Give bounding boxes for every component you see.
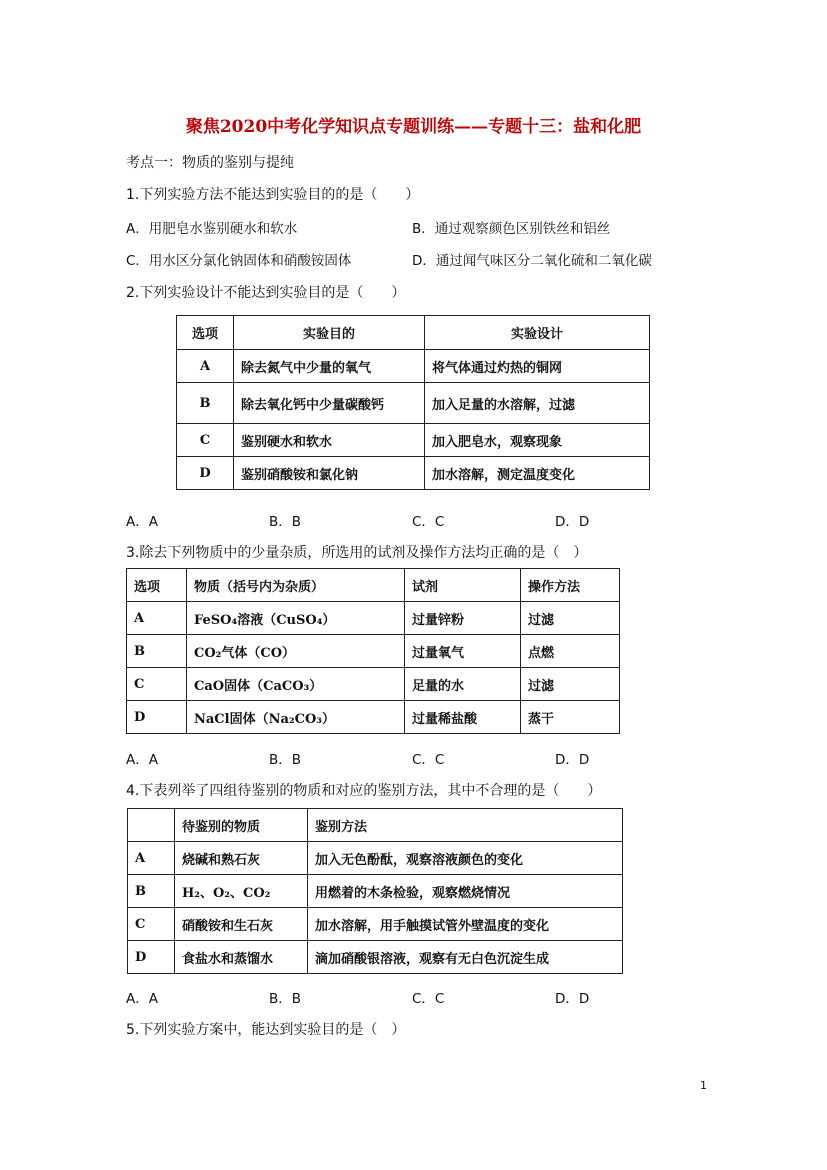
table-row: [128, 842, 623, 875]
q5-stem: 5.下列实验方案中，能达到实验目的是（ ）: [126, 1022, 406, 1038]
table-cell: 硝酸铵和生石灰: [175, 908, 308, 941]
q3-option-b: B．B: [269, 752, 302, 768]
q1-option-a: A．用肥皂水鉴别硬水和软水: [126, 221, 298, 237]
q3-option-d: D．D: [555, 752, 590, 768]
table-cell: C: [177, 424, 234, 457]
table-header-cell: [128, 809, 175, 842]
table-cell: 加入无色酚酞，观察溶液颜色的变化: [308, 842, 623, 875]
table-cell: 将气体通过灼热的铜网: [425, 350, 650, 383]
table-cell: D: [127, 701, 187, 734]
q1-stem: 1.下列实验方法不能达到实验目的的是（ ）: [126, 187, 420, 203]
q4-option-c: C．C: [412, 991, 445, 1007]
q2-option-c: C．C: [412, 514, 445, 530]
table-cell: FeSO₄溶液（CuSO₄）: [187, 602, 405, 635]
table-cell: B: [128, 875, 175, 908]
q2-option-a: A．A: [126, 514, 158, 530]
table-cell: C: [127, 668, 187, 701]
table-header-cell: 物质（括号内为杂质）: [187, 569, 405, 602]
table-cell: D: [177, 457, 234, 490]
table-header-cell: 鉴别方法: [308, 809, 623, 842]
page-title: 聚焦2020中考化学知识点专题训练——专题十三：盐和化肥: [185, 117, 642, 137]
table-cell: A: [127, 602, 187, 635]
table-cell: 加入肥皂水，观察现象: [425, 424, 650, 457]
table-header-cell: 试剂: [405, 569, 521, 602]
table-cell: 加水溶解，测定温度变化: [425, 457, 650, 490]
q1-option-b: B．通过观察颜色区别铁丝和铝丝: [412, 221, 611, 237]
table-cell: 烧碱和熟石灰: [175, 842, 308, 875]
q4-table: [127, 808, 623, 974]
table-cell: 过量锌粉: [405, 602, 521, 635]
table-cell: C: [128, 908, 175, 941]
table-cell: 加入足量的水溶解，过滤: [425, 383, 650, 424]
table-cell: B: [177, 383, 234, 424]
table-cell: 除去氮气中少量的氧气: [234, 350, 425, 383]
q3-option-a: A．A: [126, 752, 158, 768]
table-cell: 食盐水和蒸馏水: [175, 941, 308, 974]
q3-stem: 3.除去下列物质中的少量杂质，所选用的试剂及操作方法均正确的是（ ）: [126, 545, 588, 561]
q3-table: [126, 568, 620, 734]
table-header-row: [127, 569, 620, 602]
table-cell: A: [128, 842, 175, 875]
table-cell: B: [127, 635, 187, 668]
table-row: [127, 701, 620, 734]
table-cell: H₂、O₂、CO₂: [175, 875, 308, 908]
table-cell: 除去氧化钙中少量碳酸钙: [234, 383, 425, 424]
table-cell: 过量氧气: [405, 635, 521, 668]
table-header-cell: 待鉴别的物质: [175, 809, 308, 842]
table-row: [177, 424, 650, 457]
q3-option-c: C．C: [412, 752, 445, 768]
table-cell: 鉴别硝酸铵和氯化钠: [234, 457, 425, 490]
table-row: [177, 383, 650, 424]
page-number: 1: [700, 1079, 707, 1092]
q2-table: [176, 315, 650, 490]
table-cell: 过滤: [521, 602, 620, 635]
table-row: [127, 668, 620, 701]
table-row: [177, 457, 650, 490]
table-cell: CaO固体（CaCO₃）: [187, 668, 405, 701]
table-header-row: [128, 809, 623, 842]
table-cell: 蒸干: [521, 701, 620, 734]
table-cell: D: [128, 941, 175, 974]
table-row: [177, 350, 650, 383]
table-row: [128, 908, 623, 941]
q1-option-c: C．用水区分氯化钠固体和硝酸铵固体: [126, 253, 352, 269]
q2-option-d: D．D: [555, 514, 590, 530]
table-row: [128, 875, 623, 908]
table-header-cell: 操作方法: [521, 569, 620, 602]
q4-option-d: D．D: [555, 991, 590, 1007]
table-cell: 过滤: [521, 668, 620, 701]
table-row: [128, 941, 623, 974]
table-cell: CO₂气体（CO）: [187, 635, 405, 668]
table-header-cell: 选项: [127, 569, 187, 602]
table-cell: A: [177, 350, 234, 383]
table-cell: 鉴别硬水和软水: [234, 424, 425, 457]
table-header-cell: 选项: [177, 316, 234, 350]
table-cell: 用燃着的木条检验，观察燃烧情况: [308, 875, 623, 908]
table-cell: 加水溶解，用手触摸试管外壁温度的变化: [308, 908, 623, 941]
table-cell: 点燃: [521, 635, 620, 668]
table-cell: 足量的水: [405, 668, 521, 701]
q4-option-a: A．A: [126, 991, 158, 1007]
table-row: [127, 602, 620, 635]
q1-option-d: D．通过闻气味区分二氧化硫和二氧化碳: [412, 253, 652, 269]
q4-stem: 4.下表列举了四组待鉴别的物质和对应的鉴别方法，其中不合理的是（ ）: [126, 783, 602, 799]
table-row: [127, 635, 620, 668]
table-header-cell: 实验目的: [234, 316, 425, 350]
table-cell: 滴加硝酸银溶液，观察有无白色沉淀生成: [308, 941, 623, 974]
q2-option-b: B．B: [269, 514, 302, 530]
table-header-cell: 实验设计: [425, 316, 650, 350]
q4-option-b: B．B: [269, 991, 302, 1007]
table-cell: 过量稀盐酸: [405, 701, 521, 734]
section-heading: 考点一：物质的鉴别与提纯: [126, 155, 294, 171]
table-header-row: [177, 316, 650, 350]
table-cell: NaCl固体（Na₂CO₃）: [187, 701, 405, 734]
q2-stem: 2.下列实验设计不能达到实验目的是（ ）: [126, 285, 406, 301]
